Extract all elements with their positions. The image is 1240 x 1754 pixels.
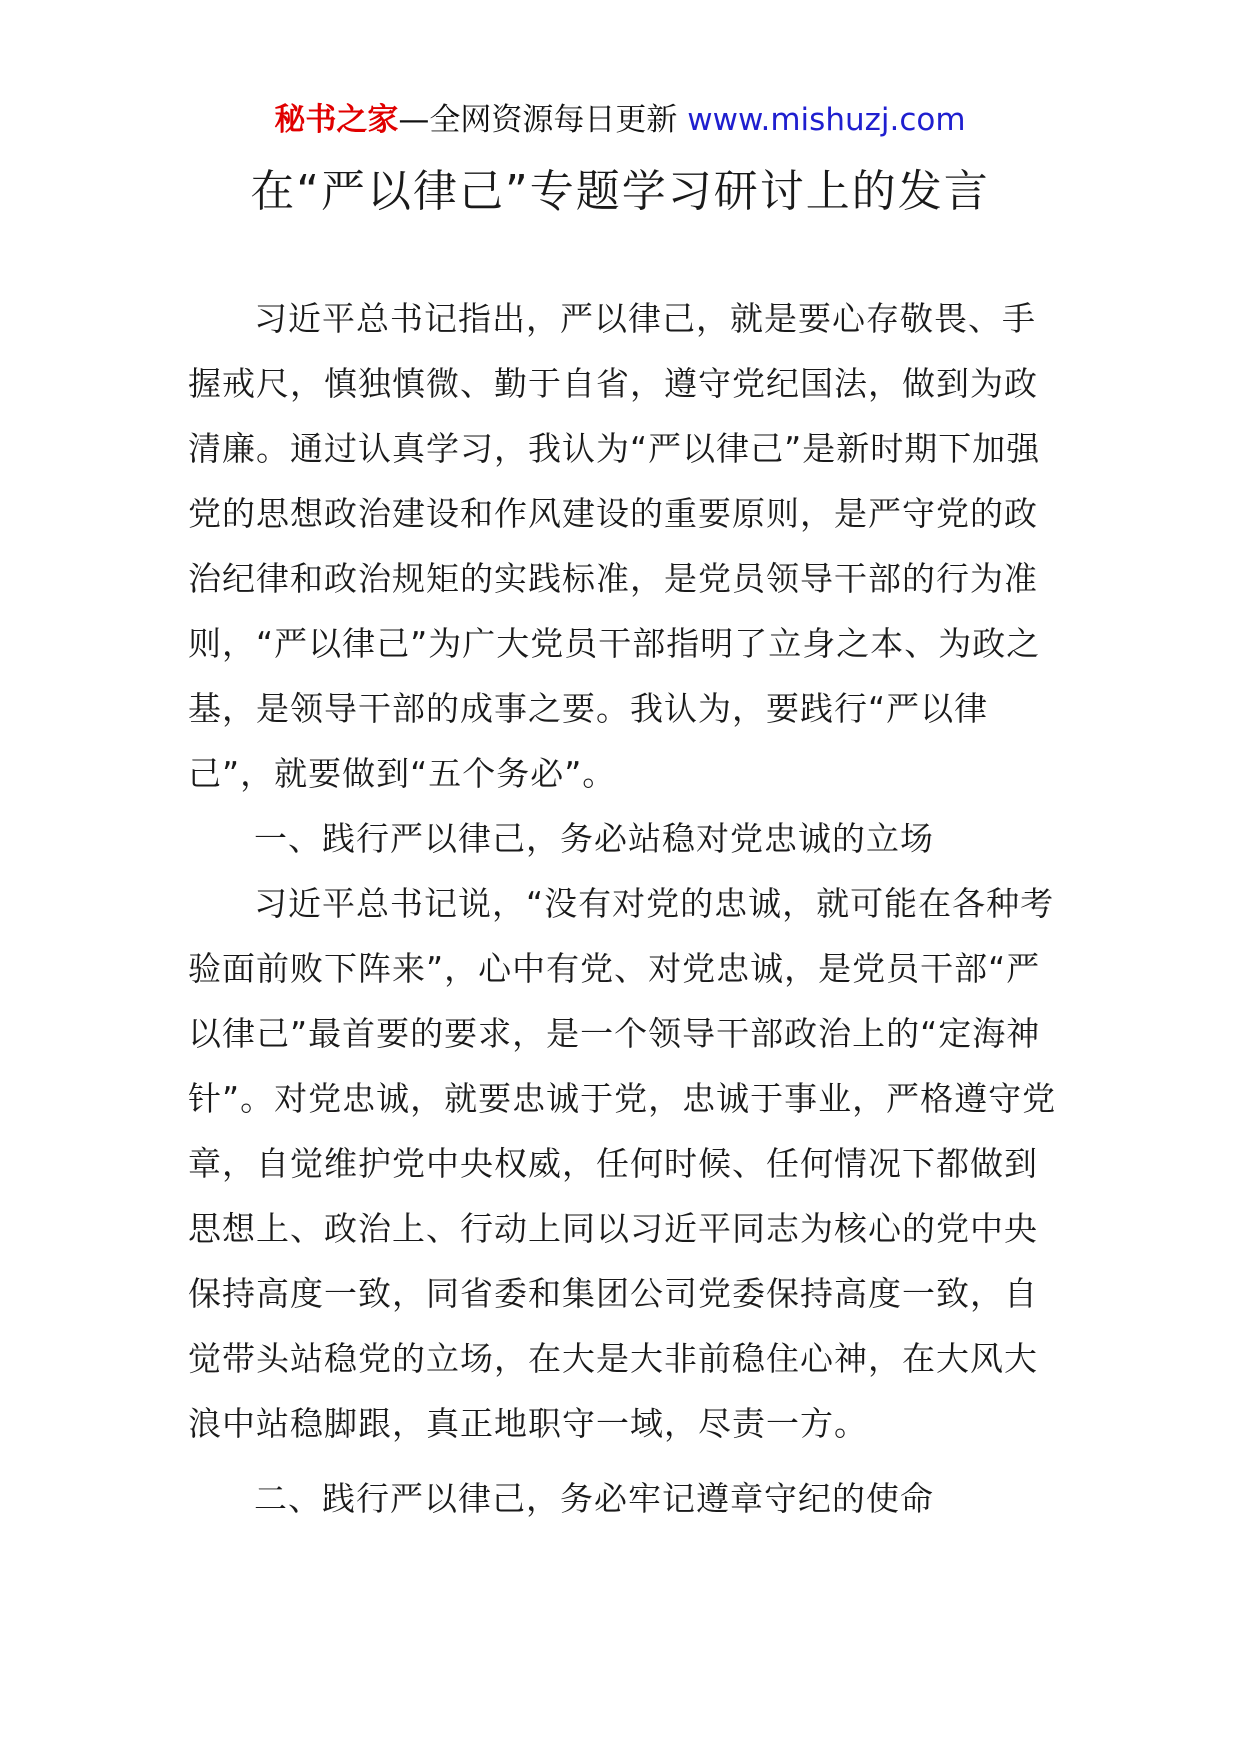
section-heading-1: 一、践行严以律己，务必站稳对党忠诚的立场 bbox=[254, 819, 934, 858]
section-1-paragraph: 习近平总书记说，“没有对党的忠诚，就可能在各种考验面前败下阵来”，心中有党、对党忠诚，是党员干部“严以律己”最首要的要求，是一个领导干部政治上的“定海神针”。对党忠诚，就要忠诚于党，忠诚于事业，严格遵守党章，自觉维护党中央权威，任何时候、任何情况下都做到思想上、政治上、行动上同以习近平同志为核心的党中央保持高度一致，同省委和集团公司党委保持高度一致，自觉带头站稳党的立场，在大是大非前稳住心神，在大风大浪中站稳脚跟，真正地职守一域，尽责一方。 bbox=[188, 884, 1057, 1443]
site-brand: 秘书之家 bbox=[274, 102, 399, 138]
site-tagline: —全网资源每日更新 bbox=[398, 102, 678, 138]
document-title: 在“严以律己”专题学习研讨上的发言 bbox=[250, 166, 990, 217]
site-url-link[interactable]: www.mishuzj.com bbox=[687, 102, 966, 138]
section-heading-2: 二、践行严以律己，务必牢记遵章守纪的使命 bbox=[254, 1479, 934, 1518]
intro-paragraph: 习近平总书记指出，严以律己，就是要心存敬畏、手握戒尺，慎独慎微、勤于自省，遵守党纪国法，做到为政清廉。通过认真学习，我认为“严以律己”是新时期下加强党的思想政治建设和作风建设的重要原则，是严守党的政治纪律和政治规矩的实践标准，是党员领导干部的行为准则，“严以律己”为广大党员干部指明了立身之本、为政之基，是领导干部的成事之要。我认为，要践行“严以律己”，就要做到“五个务必”。 bbox=[188, 299, 1041, 793]
site-header bbox=[0, 100, 1240, 140]
document-body bbox=[188, 286, 1058, 1531]
